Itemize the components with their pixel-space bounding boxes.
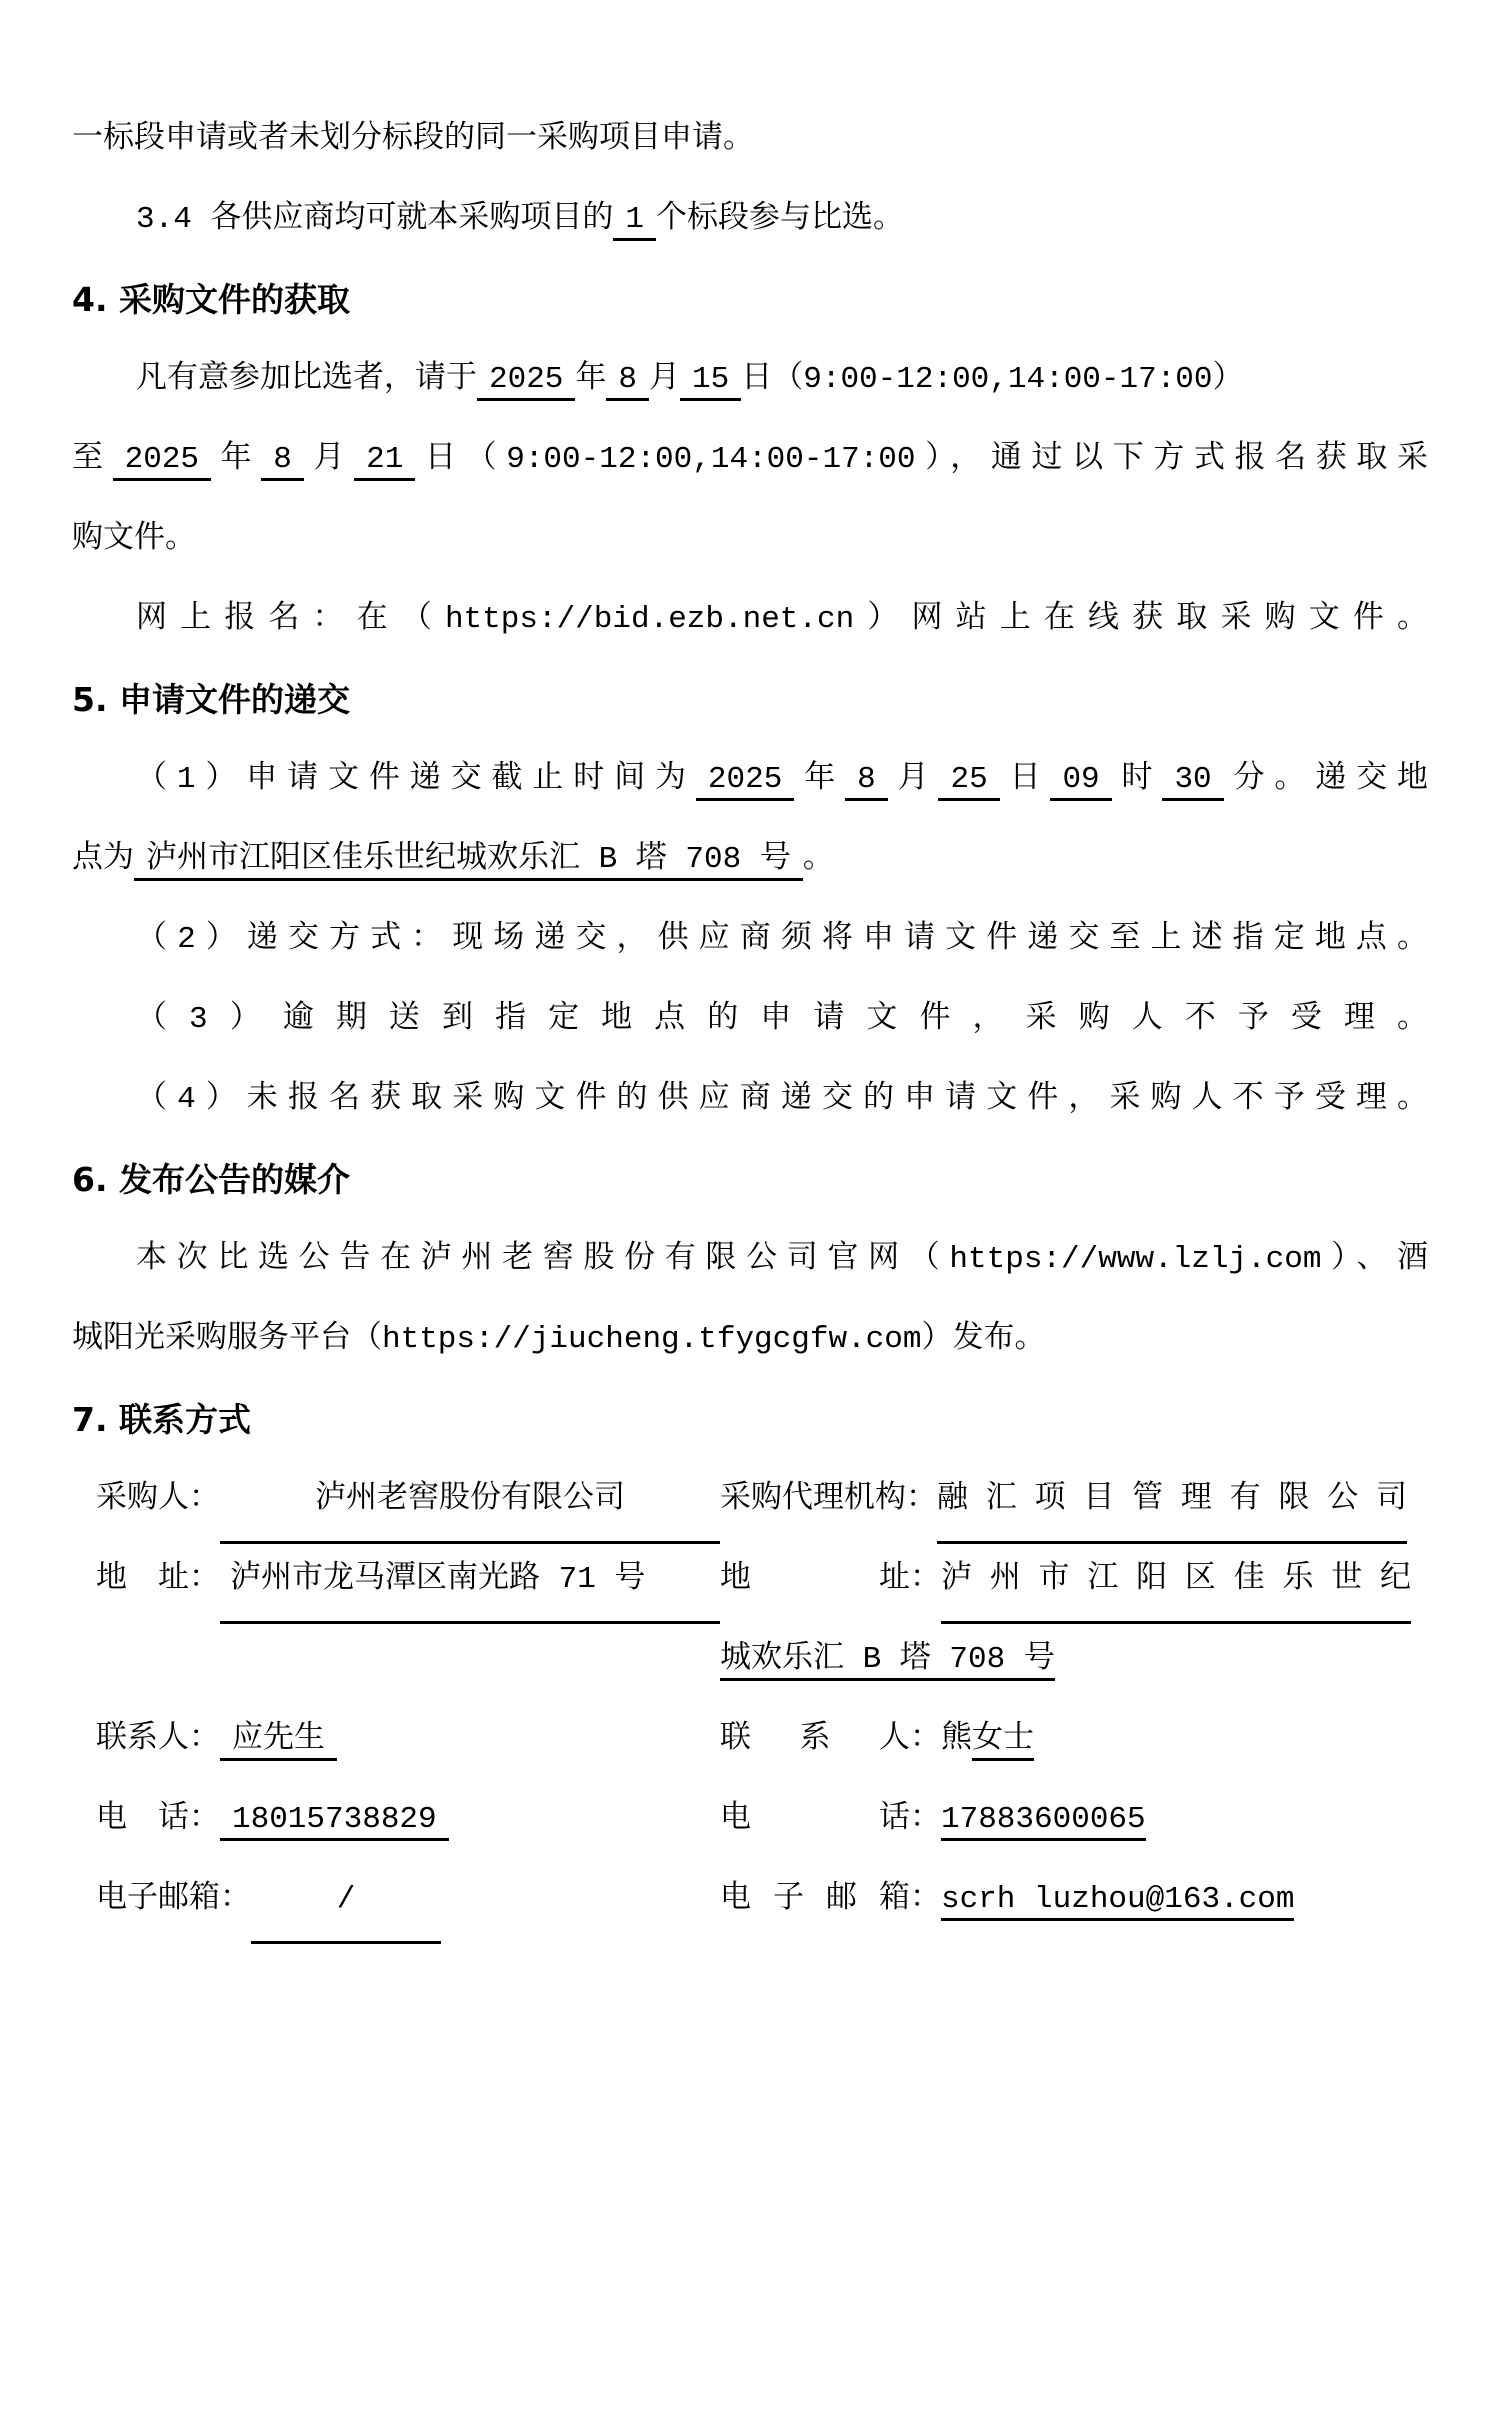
text-segment: 本次比选公告在泸州老窖股份有限公司官网（https://www.lzlj.com）、酒 <box>136 1242 1428 1277</box>
contact-label: 电 话： <box>96 1802 220 1837</box>
text-segment: 4. 采购文件的获取 <box>72 280 350 319</box>
blank-field: 2025 <box>477 362 575 401</box>
blank-field: 09 <box>1050 762 1111 801</box>
doc-line <box>72 500 1428 580</box>
blank-field: 泸州市江阳区佳乐世纪城欢乐汇 B 塔 708 号 <box>134 842 803 881</box>
text-segment: 。 <box>802 842 834 877</box>
text-segment: 时 <box>1111 762 1163 797</box>
contact-label: 电子邮箱 <box>720 1882 910 1917</box>
blank-field: 21 <box>354 442 415 481</box>
contact-label: 电子邮箱： <box>96 1882 251 1917</box>
contact-value: 城欢乐汇 B 塔 708 号 <box>720 1642 1055 1681</box>
blank-field: 15 <box>680 362 741 401</box>
text-segment: 一标段申请或者未划分标段的同一采购项目申请。 <box>72 122 754 157</box>
contact-row <box>72 1460 1428 1540</box>
section-heading <box>72 1140 1428 1220</box>
text-segment: 至 <box>72 442 113 477</box>
contact-value-text: 熊 <box>941 1722 972 1757</box>
contact-label-colon: ： <box>910 1882 941 1917</box>
blank-field: 2025 <box>113 442 211 481</box>
section-heading <box>72 660 1428 740</box>
contact-left-cell <box>96 1700 720 1780</box>
text-segment: 5. 申请文件的递交 <box>72 680 350 719</box>
doc-line <box>72 100 1428 180</box>
contact-value: 18015738829 <box>220 1802 449 1841</box>
contact-value: / <box>251 1860 441 1944</box>
text-segment: 凡有意参加比选者，请于 <box>136 362 477 397</box>
contact-right-cell <box>720 1540 1428 1620</box>
contact-right-cell <box>720 1780 1428 1860</box>
contact-row <box>72 1540 1428 1620</box>
contact-value: 应先生 <box>220 1722 337 1761</box>
text-segment: （1）申请文件递交截止时间为 <box>136 762 696 797</box>
text-segment: 分。递交地 <box>1223 762 1429 797</box>
text-segment: （3）逾期送到指定地点的申请文件，采购人不予受理。 <box>136 1002 1428 1037</box>
doc-line <box>72 1300 1428 1380</box>
contact-value: 17883600065 <box>941 1802 1146 1841</box>
blank-field: 30 <box>1162 762 1223 801</box>
doc-line <box>72 340 1428 420</box>
text-segment: 月 <box>649 362 681 397</box>
document-body <box>72 100 1428 1460</box>
contact-value: scrh luzhou@163.com <box>941 1882 1294 1921</box>
contact-value: 泸州老窖股份有限公司 <box>220 1460 720 1544</box>
doc-line <box>72 420 1428 500</box>
contact-value: 泸州市江阳区佳乐世纪 <box>941 1540 1411 1624</box>
text-segment: 点为 <box>72 842 134 877</box>
contact-label: 地 址： <box>96 1562 220 1597</box>
text-segment: 月 <box>303 442 355 477</box>
text-segment: 年 <box>211 442 262 477</box>
text-segment: 月 <box>887 762 939 797</box>
blank-field: 8 <box>606 362 649 401</box>
contact-row <box>72 1780 1428 1860</box>
blank-field: 25 <box>938 762 999 801</box>
blank-field: 1 <box>613 202 656 241</box>
text-segment: 网上报名：在（https://bid.ezb.net.cn）网站上在线获取采购文件。 <box>136 602 1428 637</box>
contact-label: 采购人： <box>96 1482 220 1517</box>
text-segment: 年 <box>794 762 846 797</box>
doc-line <box>72 980 1428 1060</box>
text-segment: 日（9:00-12:00,14:00-17:00），通过以下方式报名获取采 <box>415 442 1429 477</box>
contact-label-colon: ： <box>910 1802 941 1837</box>
contact-section <box>72 1460 1428 1940</box>
contact-right-cell <box>720 1700 1428 1780</box>
contact-left-cell <box>96 1780 720 1860</box>
contact-label-colon: ： <box>910 1562 941 1597</box>
contact-label-colon: ： <box>910 1722 941 1757</box>
contact-row <box>72 1620 1428 1700</box>
text-segment: 6. 发布公告的媒介 <box>72 1160 350 1199</box>
contact-label: 联系人： <box>96 1722 220 1757</box>
doc-line <box>72 1060 1428 1140</box>
doc-line <box>72 820 1428 900</box>
contact-label: 联系人 <box>720 1722 910 1757</box>
text-segment: 3.4 各供应商均可就本采购项目的 <box>136 202 614 237</box>
contact-value: 泸州市龙马潭区南光路 71 号 <box>220 1540 720 1624</box>
contact-row <box>72 1860 1428 1940</box>
contact-value: 融汇项目管理有限公司 <box>937 1460 1407 1544</box>
contact-right-cell <box>720 1860 1428 1940</box>
contact-right-cell <box>720 1620 1428 1700</box>
contact-left-cell <box>96 1540 720 1620</box>
contact-row <box>72 1700 1428 1780</box>
doc-line <box>72 580 1428 660</box>
text-segment: 7. 联系方式 <box>72 1400 251 1439</box>
doc-line <box>72 180 1428 260</box>
contact-value: 女士 <box>972 1722 1034 1761</box>
contact-left-cell <box>96 1860 720 1940</box>
text-segment: 年 <box>575 362 607 397</box>
blank-field: 8 <box>261 442 304 481</box>
contact-left-cell <box>96 1460 720 1540</box>
text-segment: 城阳光采购服务平台（https://jiucheng.tfygcgfw.com）发布。 <box>72 1322 1046 1357</box>
text-segment: （4）未报名获取采购文件的供应商递交的申请文件，采购人不予受理。 <box>136 1082 1428 1117</box>
contact-label: 地址 <box>720 1562 910 1597</box>
contact-label: 电话 <box>720 1802 910 1837</box>
blank-field: 2025 <box>696 762 794 801</box>
section-heading <box>72 1380 1428 1460</box>
contact-label: 采购代理机构： <box>720 1482 937 1517</box>
section-heading <box>72 260 1428 340</box>
text-segment: （2）递交方式：现场递交，供应商须将申请文件递交至上述指定地点。 <box>136 922 1428 957</box>
blank-field: 8 <box>845 762 888 801</box>
text-segment: 个标段参与比选。 <box>656 202 905 237</box>
contact-left-cell <box>96 1620 720 1700</box>
doc-line <box>72 900 1428 980</box>
text-segment: 购文件。 <box>72 522 196 557</box>
doc-line <box>72 1220 1428 1300</box>
doc-line <box>72 740 1428 820</box>
text-segment: 日（9:00-12:00,14:00-17:00） <box>741 362 1244 397</box>
contact-right-cell <box>720 1460 1428 1540</box>
text-segment: 日 <box>999 762 1051 797</box>
